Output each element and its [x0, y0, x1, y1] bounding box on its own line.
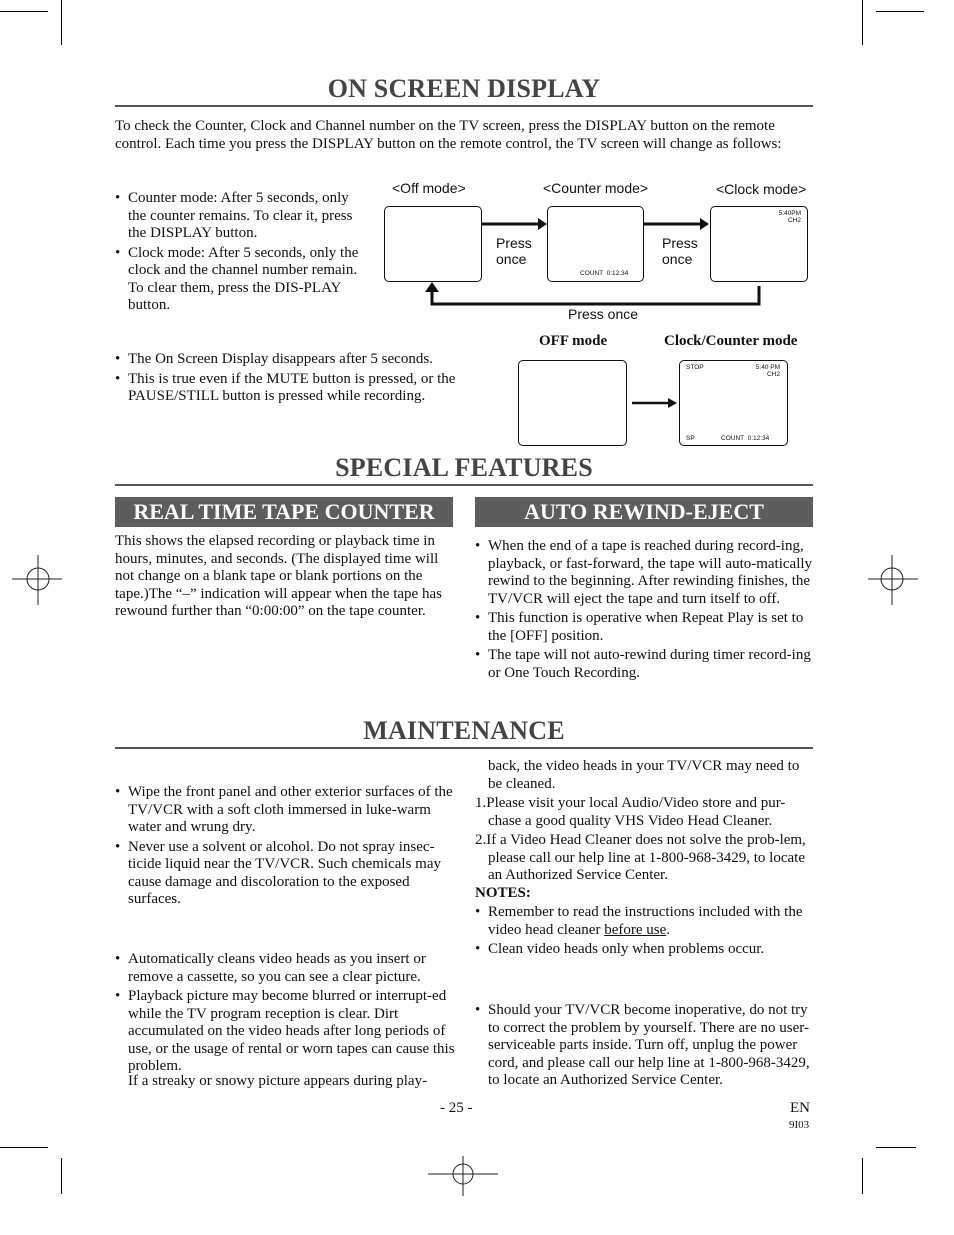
divider — [115, 105, 813, 107]
list-item: • Never use a solvent or alcohol. Do not spray insec-ticide liquid near the TV/VCR. Such chemicals may cause damage and discoloration to the exposed surfaces. — [115, 839, 455, 909]
note-emphasis: before use — [604, 921, 667, 938]
tape-counter-text: This shows the elapsed recording or playback time in hours, minutes, and seconds. (The displayed time will not change on a blank tape or blank portions on the tape.)The “–” indication will appear when the tape has rewound further than “0:00:00” on the tape counter. — [115, 533, 442, 619]
list-item: • Automatically cleans video heads as you insert or remove a cassette, so you can see a clear picture. — [115, 951, 455, 986]
crop-mark — [61, 0, 62, 45]
notes-label: NOTES: — [475, 885, 531, 901]
off-mode-screen — [518, 360, 627, 446]
registration-mark-icon — [428, 1156, 498, 1196]
counter-readout: COUNT 0:12:34 — [721, 435, 770, 442]
clock-mode-label: <Clock mode> — [716, 181, 807, 197]
special-features-title: SPECIAL FEATURES — [335, 453, 593, 482]
clock-channel: CH2 — [766, 371, 780, 378]
press-once-label: Press once — [496, 235, 532, 267]
head-cleaner-steps — [475, 795, 815, 887]
language-code: EN — [790, 1100, 810, 1116]
crop-mark — [862, 0, 863, 45]
clock-time: 5:40 PM — [755, 364, 780, 371]
list-item: • This function is operative when Repeat Play is set to the [OFF] position. — [475, 610, 813, 645]
cleaning-bullets — [115, 784, 455, 911]
head-cleaning-continued: back, the video heads in your TV/VCR may need to be cleaned. — [488, 758, 800, 792]
clock-counter-mode-heading: Clock/Counter mode — [664, 333, 798, 349]
clock-readout — [756, 364, 780, 378]
list-item: • Wipe the front panel and other exterior surfaces of the TV/VCR with a soft cloth immersed in luke-warm water and wrung dry. — [115, 784, 455, 837]
list-item: • Should your TV/VCR become inoperative, do not try to correct the problem by yourself. There are no user-serviceable parts inside. Turn off, unplug the power cord, and please call our help line at 1-800-968-3429, to locate an Authorized Service Center. — [475, 1002, 815, 1090]
list-item — [475, 904, 810, 939]
crop-mark — [862, 1158, 863, 1194]
osd-title: ON SCREEN DISPLAY — [327, 74, 601, 103]
list-item: 1.Please visit your local Audio/Video store and pur-chase a good quality VHS Video Head Cleaner. — [475, 795, 786, 829]
off-mode-heading: OFF mode — [539, 333, 608, 349]
clock-counter-screen — [679, 360, 788, 446]
speed-indicator: SP — [686, 435, 695, 442]
registration-mark-icon — [12, 555, 62, 605]
list-item: 2.If a Video Head Cleaner does not solve the prob-lem, please call our help line at 1-800-968-3429, to locate an Authorized Service Center. — [475, 832, 806, 883]
list-item: • The tape will not auto-rewind during timer record-ing or One Touch Recording. — [475, 647, 813, 682]
crop-mark — [61, 1158, 62, 1194]
head-cleaning-continued: If a streaky or snowy picture appears during play- — [128, 1073, 428, 1089]
tape-counter-heading: REAL TIME TAPE COUNTER — [115, 497, 453, 527]
clock-time: 5:40PM — [778, 210, 801, 217]
note-text: . — [666, 921, 670, 938]
clock-channel: CH2 — [787, 217, 801, 224]
notes-list — [475, 904, 810, 961]
note-text: Remember to read the instructions included with the video head cleaner — [488, 904, 803, 938]
divider — [115, 747, 813, 749]
list-item: • Playback picture may become blurred or interrupt-ed while the TV program reception is clear. Dirt accumulated on the video heads after long periods of use, or the usage of rental or worn tapes can cause this problem. — [115, 988, 455, 1076]
list-item: • Clock mode: After 5 seconds, only the clock and the channel number remain. To clear them, press the DIS-PLAY button. — [115, 245, 367, 315]
auto-rewind-heading: AUTO REWIND-EJECT — [475, 497, 813, 527]
stop-indicator: STOP — [686, 364, 704, 371]
auto-rewind-bullets — [475, 538, 813, 684]
list-item: • This is true even if the MUTE button is pressed, or the PAUSE/STILL button is pressed while recording. — [115, 371, 480, 406]
arrow-right-icon — [628, 395, 680, 411]
page-number: - 25 - — [440, 1100, 473, 1116]
press-once-label: Press once — [662, 235, 698, 267]
list-item: • The On Screen Display disappears after 5 seconds. — [115, 351, 480, 369]
counter-readout: COUNT 0:12:34 — [580, 270, 629, 277]
crop-mark — [876, 1147, 916, 1148]
press-once-label: Press once — [568, 306, 639, 322]
registration-mark-icon — [868, 555, 918, 605]
counter-mode-label: <Counter mode> — [543, 180, 649, 196]
head-cleaning-bullets — [115, 951, 455, 1078]
service-bullets — [475, 1002, 815, 1092]
maintenance-title: MAINTENANCE — [363, 716, 565, 745]
off-mode-label: <Off mode> — [392, 180, 466, 196]
mode-arrows-icon — [380, 200, 820, 310]
osd-bullets-top — [115, 190, 367, 317]
list-item: • Clean video heads only when problems occur. — [475, 941, 810, 959]
crop-mark — [0, 1147, 48, 1148]
list-item: • When the end of a tape is reached during record-ing, playback, or fast-forward, the tape will auto-matically rewind to the beginning. After rewinding finishes, the TV/VCR will eject the tape and turn itself to off. — [475, 538, 813, 608]
crop-mark — [0, 11, 48, 12]
osd-intro: To check the Counter, Clock and Channel number on the TV screen, press the DISPLAY button on the remote control. Each time you press the DISPLAY button on the remote control, the TV screen will change as follows: — [115, 118, 782, 152]
osd-bullets-bottom — [115, 351, 480, 408]
divider — [115, 484, 813, 486]
list-item: • Counter mode: After 5 seconds, only the counter remains. To clear it, press the DISPLAY button. — [115, 190, 367, 243]
crop-mark — [876, 11, 924, 12]
document-code: 9I03 — [789, 1119, 810, 1131]
